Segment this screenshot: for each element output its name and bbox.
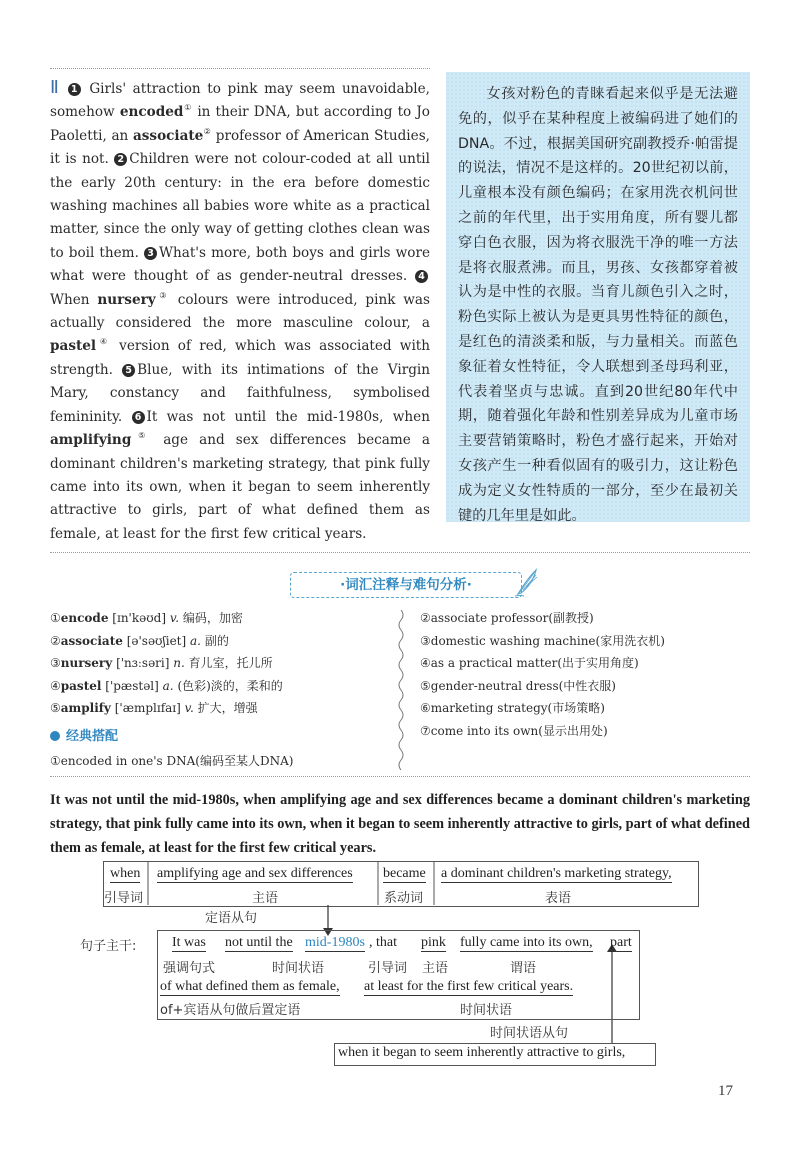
sentence-4c: version of red, which was associated with strength.: [50, 338, 431, 378]
classic-title-text: 经典搭配: [66, 729, 119, 744]
vocab-num: ③: [50, 656, 61, 670]
sentence-3: What's more, both boys and girls wore what were thought of as gender-neutral dresses.: [50, 244, 430, 285]
keyword-nursery: nursery: [97, 291, 156, 308]
vocab-num: ①: [50, 611, 61, 625]
sentence-number: 3: [144, 247, 157, 260]
label-predicative: 表语: [545, 891, 572, 906]
sentence-6a: It was not until the mid-1980s, when: [146, 408, 430, 425]
footnote-mark: ④: [96, 337, 111, 347]
sentence-1b: in their DNA, but according to Jo Paoletti, an: [50, 104, 430, 144]
vocab-pos: n.: [173, 656, 185, 670]
clause-subject: amplifying age and sex differences: [157, 866, 353, 881]
vocab-word: pastel: [60, 678, 102, 693]
label-main-clause: 句子主干:: [80, 939, 137, 954]
label-subject: 主语: [252, 891, 279, 906]
sentence-4a: When: [50, 291, 90, 308]
main-pink: pink: [421, 935, 446, 950]
vocab-num: ②: [50, 633, 61, 648]
label-predicate: 谓语: [510, 961, 537, 976]
collocation-entry: ③domestic washing machine(家用洗衣机): [420, 633, 665, 648]
sentence-number: 5: [122, 364, 135, 377]
vocab-word: encode: [60, 611, 109, 625]
keyword-amplifying: amplifying: [50, 432, 132, 449]
vocab-ipa: [ə'səʊʃiet]: [126, 633, 187, 648]
sentence-2: Children were not colour-coded at all until the early 20th century: in the era before domestic washing machines all babies wore white as a practical matter, since the only way of getting clothes clean was to boil them.: [50, 151, 430, 261]
vocab-meaning: (色彩)淡的，柔和的: [177, 678, 283, 693]
key-sentence: It was not until the mid-1980s, when amplifying age and sex differences became a dominant children's marketing strategy, that pink fully came into its own, when it began to seem inherently attractive to girls, part of what defined them as female, at least for the first few critical years.: [50, 792, 750, 856]
main-not-until: not until the: [225, 935, 293, 950]
keyword-pastel: pastel: [50, 338, 97, 355]
main-predicate: fully came into its own,: [460, 935, 593, 950]
section-mark: Ⅱ: [50, 77, 62, 97]
line2-at-least: at least for the first few critical years.: [364, 979, 574, 994]
footnote-mark: ⑤: [131, 431, 153, 441]
collocation-entry: ④as a practical matter(出于实用角度): [420, 656, 639, 670]
footnote-mark: ②: [203, 126, 212, 136]
sentence-number: 6: [132, 411, 145, 424]
clause-when: when: [110, 866, 141, 881]
sentence-number: 1: [68, 83, 81, 96]
vocab-meaning: 扩大，增强: [197, 701, 258, 715]
line2-of-what: of what defined them as female,: [160, 979, 340, 994]
label-subject-2: 主语: [422, 961, 449, 976]
keyword-associate: associate: [132, 127, 204, 144]
collocation-entry: ⑦come into its own(显示出用处): [420, 723, 608, 738]
vocab-ipa: ['pæstəl]: [105, 678, 159, 693]
sentence-number: 2: [114, 153, 127, 166]
vocab-num: ⑤: [50, 701, 61, 715]
label-adverbial-clause: 时间状语从句: [490, 1026, 569, 1041]
vocab-title: ·词汇注释与难句分析·: [340, 577, 472, 593]
vocab-word: associate: [60, 633, 123, 648]
classic-collocation-item: ①encoded in one's DNA(编码至某人DNA): [50, 754, 294, 768]
vocab-pos: a.: [190, 633, 201, 648]
vocab-meaning: 副的: [204, 633, 229, 648]
vocab-pos: v.: [184, 701, 194, 715]
vocab-ipa: ['nɜːsəri]: [116, 656, 170, 670]
vocab-meaning: 编码，加密: [182, 611, 243, 625]
vocab-word: nursery: [60, 656, 113, 670]
collocation-entry: ②associate professor(副教授): [420, 611, 594, 625]
main-part: part: [610, 935, 632, 950]
sentence-1a: Girls' attraction to pink may seem unavoidable, somehow: [50, 81, 430, 121]
label-attributive-clause: 定语从句: [205, 911, 258, 926]
clause-verb: became: [383, 866, 426, 881]
sentence-4b: colours were introduced, pink was actually considered the more masculine colour, a: [50, 291, 430, 332]
adverbial-clause: when it began to seem inherently attractive to girls,: [338, 1045, 626, 1060]
vocab-word: amplify: [60, 701, 111, 715]
sentence-1c: professor of American Studies, it is not.: [50, 127, 430, 168]
collocation-entry: ⑥marketing strategy(市场策略): [420, 701, 605, 715]
main-that: , that: [369, 935, 397, 950]
label-introducer-2: 引导词: [368, 961, 408, 976]
sentence-number: 4: [415, 270, 428, 283]
page-number: 17: [718, 1083, 733, 1099]
vocab-pos: a.: [162, 678, 174, 693]
vocab-ipa: [ɪn'kəʊd]: [112, 611, 167, 625]
label-postpositive-attribute: of+宾语从句做后置定语: [160, 1003, 301, 1018]
main-it-was: It was: [172, 935, 206, 950]
vocab-ipa: ['æmplɪfaɪ]: [114, 701, 181, 715]
vocab-meaning: 育儿室，托儿所: [188, 656, 273, 670]
label-time-adverbial-2: 时间状语: [460, 1003, 513, 1018]
vocab-num: ④: [50, 678, 61, 693]
collocation-entry: ⑤gender-neutral dress(中性衣服): [420, 678, 616, 693]
translation-text: 女孩对粉色的青睐看起来似乎是无法避免的，似乎在某种程度上被编码进了她们的DNA。不过，根据美国研究副教授乔·帕雷提的说法，情况不是这样的。20世纪初以前，儿童根本没有颜色编码；在家用洗衣机问世之前的年代里，出于实用角度，所有婴儿都穿白色衣服，因为将衣服洗干净的唯一方法是将衣服煮沸。而且，男孩、女孩都穿着被认为是中性的衣服。当育儿颜色引入之时，粉色实际上被认为是更具男性特征的颜色，是红色的清淡柔和版，与力量相关。而蓝色象征着女性特征，令人联想到圣母玛利亚，代表着坚贞与忠诚。直到20世纪80年代中期，随着强化年龄和性别差异成为儿童市场主要营销策略时，粉色才盛行起来，开始对女孩产生一种看似固有的吸引力，这让粉色成为定义女性特质的一部分，至少在最初关键的几年里是如此。: [458, 86, 738, 524]
keyword-encoded: encoded: [119, 104, 184, 121]
footnote-mark: ③: [155, 290, 170, 300]
label-time-adverbial: 时间状语: [272, 961, 325, 976]
main-mid-1980s: mid-1980s: [305, 935, 365, 950]
label-introducer: 引导词: [104, 891, 144, 906]
footnote-mark: ①: [183, 103, 193, 113]
clause-predicative: a dominant children's marketing strategy,: [441, 866, 672, 881]
sentence-5: Blue, with its intimations of the Virgin Mary, constancy and faithfulness, symbolised femininity.: [50, 361, 430, 425]
vocab-pos: v.: [169, 611, 180, 625]
label-linking-verb: 系动词: [384, 891, 424, 906]
label-emphasis: 强调句式: [163, 961, 216, 976]
sentence-6b: age and sex differences became a dominant children's marketing strategy, that pink fully came into its own, when it began to seem inherently attractive to girls, part of what defined them as female, at least for the first few critical years.: [50, 432, 430, 542]
